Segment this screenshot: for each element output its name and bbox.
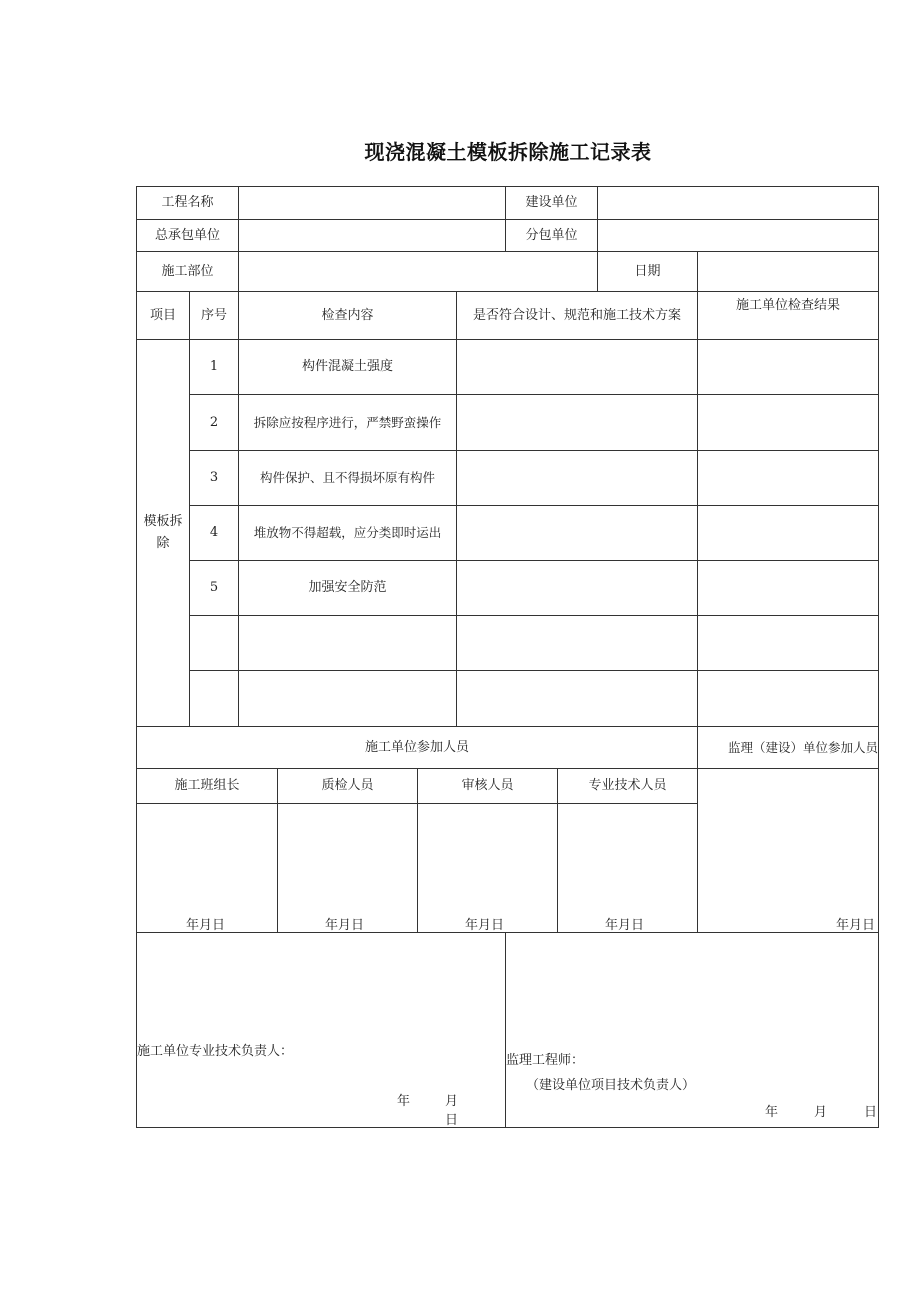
role-reviewer: 审核人员 [461,778,514,793]
signature-supervising-engineer[interactable] [506,933,878,1127]
date-reviewer: 年月日 [465,918,505,933]
builder-label: 建设单位 [525,195,578,210]
project-name-field[interactable] [239,187,505,219]
construction-participants-title: 施工单位参加人员 [364,739,469,755]
row-1-seq: 1 [209,359,219,374]
role-quality-inspector: 质检人员 [321,778,374,793]
signature-reviewer[interactable] [418,804,557,932]
column-header-seq: 序号 [200,307,227,323]
role-technical-staff: 专业技术人员 [588,778,667,793]
row-7-compliance[interactable] [457,671,697,726]
row-4-compliance[interactable] [457,506,697,560]
column-header-compliance: 是否符合设计、规范和施工技术方案 [472,307,681,323]
row-2-seq: 2 [209,414,219,430]
row-3-content: 构件保护、且不得损坏原有构件 [259,470,435,485]
row-5-compliance[interactable] [457,561,697,615]
signature-team-leader[interactable] [137,804,277,932]
page-title: 现浇混凝土模板拆除施工记录表 [364,140,652,164]
row-1-result[interactable] [698,340,878,394]
row-4-result[interactable] [698,506,878,560]
column-header-item: 项目 [149,307,176,323]
row-7-content[interactable] [239,671,456,726]
left-day: 日 [445,1113,459,1128]
supervision-participants-title: 监理（建设）单位参加人员 [727,739,878,755]
column-header-content: 检查内容 [321,307,374,323]
row-4-seq: 4 [209,525,219,540]
section-label: 模板拆除 [143,514,183,551]
row-1-compliance[interactable] [457,340,697,394]
construction-part-field[interactable] [239,252,597,291]
row-4-content: 堆放物不得超载，应分类即时运出 [253,525,442,540]
row-7-result[interactable] [698,671,878,726]
right-year: 年 [765,1105,779,1120]
row-6-result[interactable] [698,616,878,670]
builder-field[interactable] [598,187,878,219]
row-6-compliance[interactable] [457,616,697,670]
subcontractor-label: 分包单位 [525,227,578,243]
signature-supervision[interactable] [698,769,878,932]
construction-tech-lead-label: 施工单位专业技术负责人： [137,1044,294,1059]
date-technical-staff: 年月日 [605,918,645,933]
supervising-engineer-label: 监理工程师： [506,1053,585,1068]
date-team-leader: 年月日 [186,918,226,933]
row-6-seq[interactable] [190,616,238,670]
row-6-content[interactable] [239,616,456,670]
row-5-content: 加强安全防范 [308,580,387,595]
row-2-content: 拆除应按程序进行，严禁野蛮操作 [253,414,442,430]
right-day: 日 [864,1105,878,1120]
date-quality-inspector: 年月日 [325,918,365,933]
project-name-label: 工程名称 [161,195,214,210]
row-2-compliance[interactable] [457,395,697,450]
row-3-result[interactable] [698,451,878,505]
general-contractor-label: 总承包单位 [154,227,220,243]
table-border-bottom [136,1127,879,1128]
table-border-right [878,186,879,1128]
row-3-compliance[interactable] [457,451,697,505]
left-month: 月 [445,1094,459,1109]
row-1-content: 构件混凝土强度 [301,359,393,374]
row-5-seq: 5 [209,580,219,595]
row-5-result[interactable] [698,561,878,615]
row-7-seq[interactable] [190,671,238,726]
general-contractor-field[interactable] [239,220,505,251]
builder-tech-lead-label: （建设单位项目技术负责人） [526,1078,696,1093]
date-supervision: 年月日 [836,918,876,933]
column-header-result: 施工单位检查结果 [735,298,840,313]
date-label: 日期 [634,263,661,279]
left-year: 年 [397,1094,411,1109]
right-month: 月 [814,1105,828,1120]
construction-part-label: 施工部位 [161,263,214,279]
role-team-leader: 施工班组长 [174,778,240,793]
date-field[interactable] [698,252,878,291]
row-2-result[interactable] [698,395,878,450]
signature-technical-staff[interactable] [558,804,697,932]
subcontractor-field[interactable] [598,220,878,251]
signature-quality-inspector[interactable] [278,804,417,932]
row-3-seq: 3 [209,470,219,485]
